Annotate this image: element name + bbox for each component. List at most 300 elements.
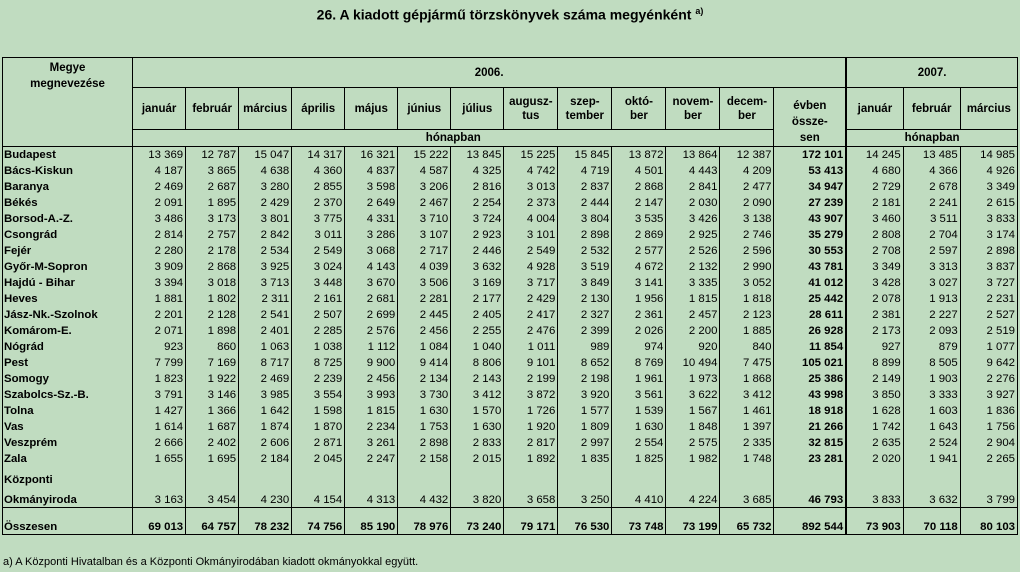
value-cell: 2 868 [186, 259, 239, 275]
value-cell: 2 837 [558, 179, 612, 195]
value-2007-cell: 14 985 [960, 147, 1017, 164]
value-2007-cell: 3 727 [960, 275, 1017, 291]
value-cell: 1 868 [720, 371, 774, 387]
value-cell: 1 427 [133, 403, 186, 419]
month-header-text: tus [522, 109, 540, 122]
value-cell: 3 101 [504, 227, 558, 243]
value-cell: 3 730 [398, 387, 451, 403]
value-cell: 3 018 [186, 275, 239, 291]
value-cell: 1 870 [292, 419, 345, 435]
value-2007-cell: 2 704 [903, 227, 960, 243]
value-cell: 3 141 [612, 275, 666, 291]
value-cell: 2 429 [239, 195, 292, 211]
value-cell: 4 143 [345, 259, 398, 275]
table-row [3, 355, 1018, 371]
empty-cell [186, 467, 239, 487]
county-header-line1: Megye [49, 62, 86, 74]
value-cell: 3 561 [612, 387, 666, 403]
month-header [720, 88, 774, 130]
value-cell: 16 321 [345, 147, 398, 164]
value-cell: 2 030 [666, 195, 720, 211]
value-cell: 3 685 [720, 487, 774, 508]
value-2007-cell: 14 245 [846, 147, 903, 164]
empty-cell [133, 467, 186, 487]
value-cell: 4 331 [345, 211, 398, 227]
county-name: Bács-Kiskun [3, 163, 133, 179]
total-label: Összesen [3, 508, 133, 535]
value-cell: 15 845 [558, 147, 612, 164]
month-header [504, 88, 558, 130]
value-cell: 923 [133, 339, 186, 355]
value-cell: 2 445 [398, 307, 451, 323]
month-header-text: ber [683, 109, 702, 122]
value-2007-cell: 3 833 [960, 211, 1017, 227]
value-2007-cell: 879 [903, 339, 960, 355]
county-name: Budapest [3, 147, 133, 164]
value-cell: 4 154 [292, 487, 345, 508]
month-header-text: augusz- [509, 95, 553, 108]
value-cell: 2 923 [451, 227, 504, 243]
value-cell: 3 925 [239, 259, 292, 275]
value-cell: 8 725 [292, 355, 345, 371]
value-cell: 4 004 [504, 211, 558, 227]
county-name: Fejér [3, 243, 133, 259]
empty-cell [846, 467, 903, 487]
value-cell: 9 900 [345, 355, 398, 371]
county-name: Békés [3, 195, 133, 211]
table-row [3, 259, 1018, 275]
value-cell: 3 717 [504, 275, 558, 291]
value-cell: 2 198 [558, 371, 612, 387]
value-cell: 1 895 [186, 195, 239, 211]
month-header-text: ber [738, 109, 756, 122]
value-cell: 2 402 [186, 435, 239, 451]
value-cell: 3 412 [451, 387, 504, 403]
value-cell: 4 224 [666, 487, 720, 508]
value-2007-cell: 2 149 [846, 371, 903, 387]
value-cell: 2 015 [451, 451, 504, 467]
value-cell: 13 872 [612, 147, 666, 164]
value-2007-cell: 1 913 [903, 291, 960, 307]
county-name: Veszprém [3, 435, 133, 451]
table-row [3, 179, 1018, 195]
value-cell: 2 596 [720, 243, 774, 259]
value-cell: 2 507 [292, 307, 345, 323]
value-cell: 1 084 [398, 339, 451, 355]
value-cell: 2 898 [558, 227, 612, 243]
annual-total-header-text: össze- [791, 116, 828, 128]
value-2007-cell: 3 313 [903, 259, 960, 275]
value-cell: 2 817 [504, 435, 558, 451]
value-cell: 2 158 [398, 451, 451, 467]
value-2007-cell: 927 [846, 339, 903, 355]
month-header [239, 88, 292, 130]
value-cell: 3 632 [451, 259, 504, 275]
value-cell: 4 410 [612, 487, 666, 508]
county-name: Baranya [3, 179, 133, 195]
grand-total-cell: 892 544 [774, 508, 846, 535]
value-cell: 1 539 [612, 403, 666, 419]
total-value-cell: 79 171 [504, 508, 558, 535]
value-2007-cell: 1 643 [903, 419, 960, 435]
value-cell: 4 837 [345, 163, 398, 179]
value-cell: 860 [186, 339, 239, 355]
value-cell: 4 928 [504, 259, 558, 275]
year-2007-header: 2007. [846, 58, 1017, 88]
value-2007-cell: 2 181 [846, 195, 903, 211]
value-cell: 2 147 [612, 195, 666, 211]
value-cell: 3 138 [720, 211, 774, 227]
value-cell: 2 134 [398, 371, 451, 387]
county-name: Központi [3, 467, 133, 487]
value-cell: 1 956 [612, 291, 666, 307]
value-cell: 3 804 [558, 211, 612, 227]
value-2007-cell: 1 077 [960, 339, 1017, 355]
empty-cell [345, 467, 398, 487]
value-2007-cell: 3 511 [903, 211, 960, 227]
month-header-text: decem- [726, 95, 768, 108]
annual-total-cell: 53 413 [774, 163, 846, 179]
annual-total-cell: 30 553 [774, 243, 846, 259]
value-cell: 2 526 [666, 243, 720, 259]
value-2007-cell: 2 524 [903, 435, 960, 451]
annual-total-cell: 105 021 [774, 355, 846, 371]
annual-total-cell: 27 239 [774, 195, 846, 211]
total-value-cell: 73 199 [666, 508, 720, 535]
value-2007-cell: 3 833 [846, 487, 903, 508]
value-cell: 4 638 [239, 163, 292, 179]
value-cell: 1 567 [666, 403, 720, 419]
value-cell: 1 881 [133, 291, 186, 307]
value-cell: 1 642 [239, 403, 292, 419]
empty-cell [960, 467, 1017, 487]
month-2007-header: március [960, 88, 1017, 130]
value-2007-cell: 1 836 [960, 403, 1017, 419]
table-row [3, 339, 1018, 355]
value-cell: 12 787 [186, 147, 239, 164]
value-cell: 974 [612, 339, 666, 355]
value-cell: 3 519 [558, 259, 612, 275]
county-name: Csongrád [3, 227, 133, 243]
value-cell: 2 281 [398, 291, 451, 307]
total-value-cell: 76 530 [558, 508, 612, 535]
empty-cell [612, 467, 666, 487]
value-cell: 2 576 [345, 323, 398, 339]
value-cell: 1 112 [345, 339, 398, 355]
annual-total-cell: 23 281 [774, 451, 846, 467]
value-cell: 2 401 [239, 323, 292, 339]
value-2007-cell: 3 428 [846, 275, 903, 291]
value-2007-cell: 2 597 [903, 243, 960, 259]
value-cell: 3 849 [558, 275, 612, 291]
value-cell: 4 325 [451, 163, 504, 179]
empty-cell [292, 467, 345, 487]
value-cell: 1 802 [186, 291, 239, 307]
value-cell: 2 575 [666, 435, 720, 451]
table-row [3, 435, 1018, 451]
value-cell: 3 909 [133, 259, 186, 275]
value-cell: 1 397 [720, 419, 774, 435]
value-cell: 3 670 [345, 275, 398, 291]
empty-cell [398, 467, 451, 487]
value-2007-cell: 13 485 [903, 147, 960, 164]
value-cell: 2 130 [558, 291, 612, 307]
table-row [3, 371, 1018, 387]
annual-total-cell: 46 793 [774, 487, 846, 508]
value-cell: 4 501 [612, 163, 666, 179]
value-2007-cell: 2 241 [903, 195, 960, 211]
value-cell: 7 799 [133, 355, 186, 371]
value-2007-cell: 1 742 [846, 419, 903, 435]
month-header [558, 88, 612, 130]
month-header-text: március [243, 102, 288, 115]
value-cell: 2 469 [239, 371, 292, 387]
table-row [3, 403, 1018, 419]
value-cell: 2 143 [451, 371, 504, 387]
value-cell: 1 630 [398, 403, 451, 419]
annual-total-cell: 21 266 [774, 419, 846, 435]
value-cell: 2 477 [720, 179, 774, 195]
empty-cell [558, 467, 612, 487]
county-name: Tolna [3, 403, 133, 419]
value-cell: 2 833 [451, 435, 504, 451]
value-2007-cell: 1 603 [903, 403, 960, 419]
value-cell: 1 920 [504, 419, 558, 435]
value-cell: 2 577 [612, 243, 666, 259]
value-2007-cell: 2 078 [846, 291, 903, 307]
value-cell: 1 655 [133, 451, 186, 467]
value-cell: 1 961 [612, 371, 666, 387]
value-cell: 3 872 [504, 387, 558, 403]
table-row [3, 243, 1018, 259]
value-cell: 2 666 [133, 435, 186, 451]
footnote: a) A Központi Hivatalban és a Központi Okmányirodában kiadott okmányokkal együtt. [3, 556, 419, 568]
value-cell: 3 013 [504, 179, 558, 195]
value-cell: 15 222 [398, 147, 451, 164]
value-cell: 8 769 [612, 355, 666, 371]
table-row [3, 323, 1018, 339]
county-name: Jász-Nk.-Szolnok [3, 307, 133, 323]
value-cell: 3 107 [398, 227, 451, 243]
table-row [3, 487, 1018, 508]
value-cell: 3 146 [186, 387, 239, 403]
value-cell: 2 855 [292, 179, 345, 195]
value-cell: 4 742 [504, 163, 558, 179]
month-header-text: szep- [570, 95, 600, 108]
total-row [3, 508, 1018, 535]
value-cell: 1 892 [504, 451, 558, 467]
value-cell: 2 123 [720, 307, 774, 323]
value-cell: 3 052 [720, 275, 774, 291]
month-header-text: május [354, 102, 388, 115]
month-header-text: április [301, 102, 336, 115]
value-cell: 2 026 [612, 323, 666, 339]
empty-cell [239, 467, 292, 487]
value-cell: 2 814 [133, 227, 186, 243]
table-row [3, 419, 1018, 435]
value-cell: 1 063 [239, 339, 292, 355]
value-cell: 2 746 [720, 227, 774, 243]
value-cell: 2 868 [612, 179, 666, 195]
value-cell: 3 412 [720, 387, 774, 403]
value-2007-cell: 8 899 [846, 355, 903, 371]
month-2007-header: január [846, 88, 903, 130]
value-cell: 1 040 [451, 339, 504, 355]
value-cell: 2 327 [558, 307, 612, 323]
value-cell: 4 313 [345, 487, 398, 508]
value-cell: 2 335 [720, 435, 774, 451]
annual-total-cell: 41 012 [774, 275, 846, 291]
value-cell: 1 835 [558, 451, 612, 467]
month-header-text: július [462, 102, 493, 115]
page-title [0, 6, 1020, 23]
month-header-text: novem- [672, 95, 714, 108]
value-cell: 1 598 [292, 403, 345, 419]
statistics-table [2, 57, 1018, 535]
value-cell: 2 361 [612, 307, 666, 323]
value-cell: 1 570 [451, 403, 504, 419]
total-value-cell: 69 013 [133, 508, 186, 535]
month-header [345, 88, 398, 130]
value-cell: 2 456 [345, 371, 398, 387]
value-cell: 2 446 [451, 243, 504, 259]
value-2007-cell: 3 850 [846, 387, 903, 403]
total-value-cell: 74 756 [292, 508, 345, 535]
value-cell: 4 039 [398, 259, 451, 275]
unit-2007-header: hónapban [846, 130, 1017, 147]
value-2007-cell: 2 519 [960, 323, 1017, 339]
value-cell: 2 429 [504, 291, 558, 307]
value-cell: 1 818 [720, 291, 774, 307]
annual-total-cell: 34 947 [774, 179, 846, 195]
value-2007-cell: 2 635 [846, 435, 903, 451]
value-cell: 3 261 [345, 435, 398, 451]
value-2007-cell: 3 027 [903, 275, 960, 291]
value-cell: 9 414 [398, 355, 451, 371]
value-cell: 3 622 [666, 387, 720, 403]
value-2007-cell: 3 349 [960, 179, 1017, 195]
value-cell: 3 775 [292, 211, 345, 227]
value-cell: 3 724 [451, 211, 504, 227]
value-cell: 2 247 [345, 451, 398, 467]
value-cell: 2 280 [133, 243, 186, 259]
value-cell: 2 090 [720, 195, 774, 211]
value-cell: 15 225 [504, 147, 558, 164]
value-cell: 1 630 [451, 419, 504, 435]
value-cell: 1 874 [239, 419, 292, 435]
value-2007-cell: 2 227 [903, 307, 960, 323]
annual-total-cell: 18 918 [774, 403, 846, 419]
value-cell: 4 587 [398, 163, 451, 179]
value-cell: 2 549 [292, 243, 345, 259]
county-name: Vas [3, 419, 133, 435]
value-cell: 1 577 [558, 403, 612, 419]
value-cell: 10 494 [666, 355, 720, 371]
county-header-line2: megnevezése [30, 78, 105, 90]
title-footnote-mark: a) [695, 6, 704, 16]
value-cell: 1 815 [345, 403, 398, 419]
table-row [3, 227, 1018, 243]
value-cell: 1 038 [292, 339, 345, 355]
table-row [3, 211, 1018, 227]
value-cell: 7 169 [186, 355, 239, 371]
value-cell: 2 534 [239, 243, 292, 259]
value-2007-cell: 2 381 [846, 307, 903, 323]
value-2007-cell: 3 174 [960, 227, 1017, 243]
value-cell: 2 841 [666, 179, 720, 195]
value-cell: 1 922 [186, 371, 239, 387]
month-header-text: február [192, 102, 232, 115]
value-cell: 1 687 [186, 419, 239, 435]
county-name: Heves [3, 291, 133, 307]
value-cell: 3 865 [186, 163, 239, 179]
county-name: Okmányiroda [3, 487, 133, 508]
value-2007-cell: 4 366 [903, 163, 960, 179]
value-cell: 2 869 [612, 227, 666, 243]
month-header [186, 88, 239, 130]
value-cell: 840 [720, 339, 774, 355]
value-cell: 4 187 [133, 163, 186, 179]
value-cell: 3 658 [504, 487, 558, 508]
value-cell: 989 [558, 339, 612, 355]
value-cell: 2 444 [558, 195, 612, 211]
table-row [3, 387, 1018, 403]
value-cell: 13 369 [133, 147, 186, 164]
value-cell: 3 985 [239, 387, 292, 403]
value-cell: 2 177 [451, 291, 504, 307]
value-2007-cell: 2 904 [960, 435, 1017, 451]
value-cell: 920 [666, 339, 720, 355]
value-cell: 2 687 [186, 179, 239, 195]
value-cell: 2 255 [451, 323, 504, 339]
value-2007-cell: 2 527 [960, 307, 1017, 323]
value-cell: 2 200 [666, 323, 720, 339]
county-name: Komárom-E. [3, 323, 133, 339]
value-cell: 3 920 [558, 387, 612, 403]
value-2007-cell: 3 333 [903, 387, 960, 403]
empty-cell [504, 467, 558, 487]
value-cell: 2 816 [451, 179, 504, 195]
annual-total-header-text: évben [793, 100, 827, 112]
value-cell: 2 045 [292, 451, 345, 467]
value-cell: 2 128 [186, 307, 239, 323]
total-value-cell: 78 232 [239, 508, 292, 535]
value-cell: 1 898 [186, 323, 239, 339]
month-header [666, 88, 720, 130]
value-cell: 3 250 [558, 487, 612, 508]
value-cell: 3 713 [239, 275, 292, 291]
value-2007-cell: 3 632 [903, 487, 960, 508]
month-header-text: tember [565, 109, 605, 122]
value-cell: 1 614 [133, 419, 186, 435]
total-value-cell: 73 240 [451, 508, 504, 535]
county-name: Győr-M-Sopron [3, 259, 133, 275]
value-2007-cell: 1 756 [960, 419, 1017, 435]
month-2007-header: február [903, 88, 960, 130]
value-cell: 2 285 [292, 323, 345, 339]
value-cell: 2 842 [239, 227, 292, 243]
value-cell: 2 161 [292, 291, 345, 307]
value-cell: 2 681 [345, 291, 398, 307]
value-2007-cell: 3 837 [960, 259, 1017, 275]
value-cell: 3 791 [133, 387, 186, 403]
value-2007-cell: 2 678 [903, 179, 960, 195]
value-cell: 3 169 [451, 275, 504, 291]
value-cell: 3 554 [292, 387, 345, 403]
value-cell: 2 178 [186, 243, 239, 259]
table-row [3, 307, 1018, 323]
table-row [3, 147, 1018, 164]
